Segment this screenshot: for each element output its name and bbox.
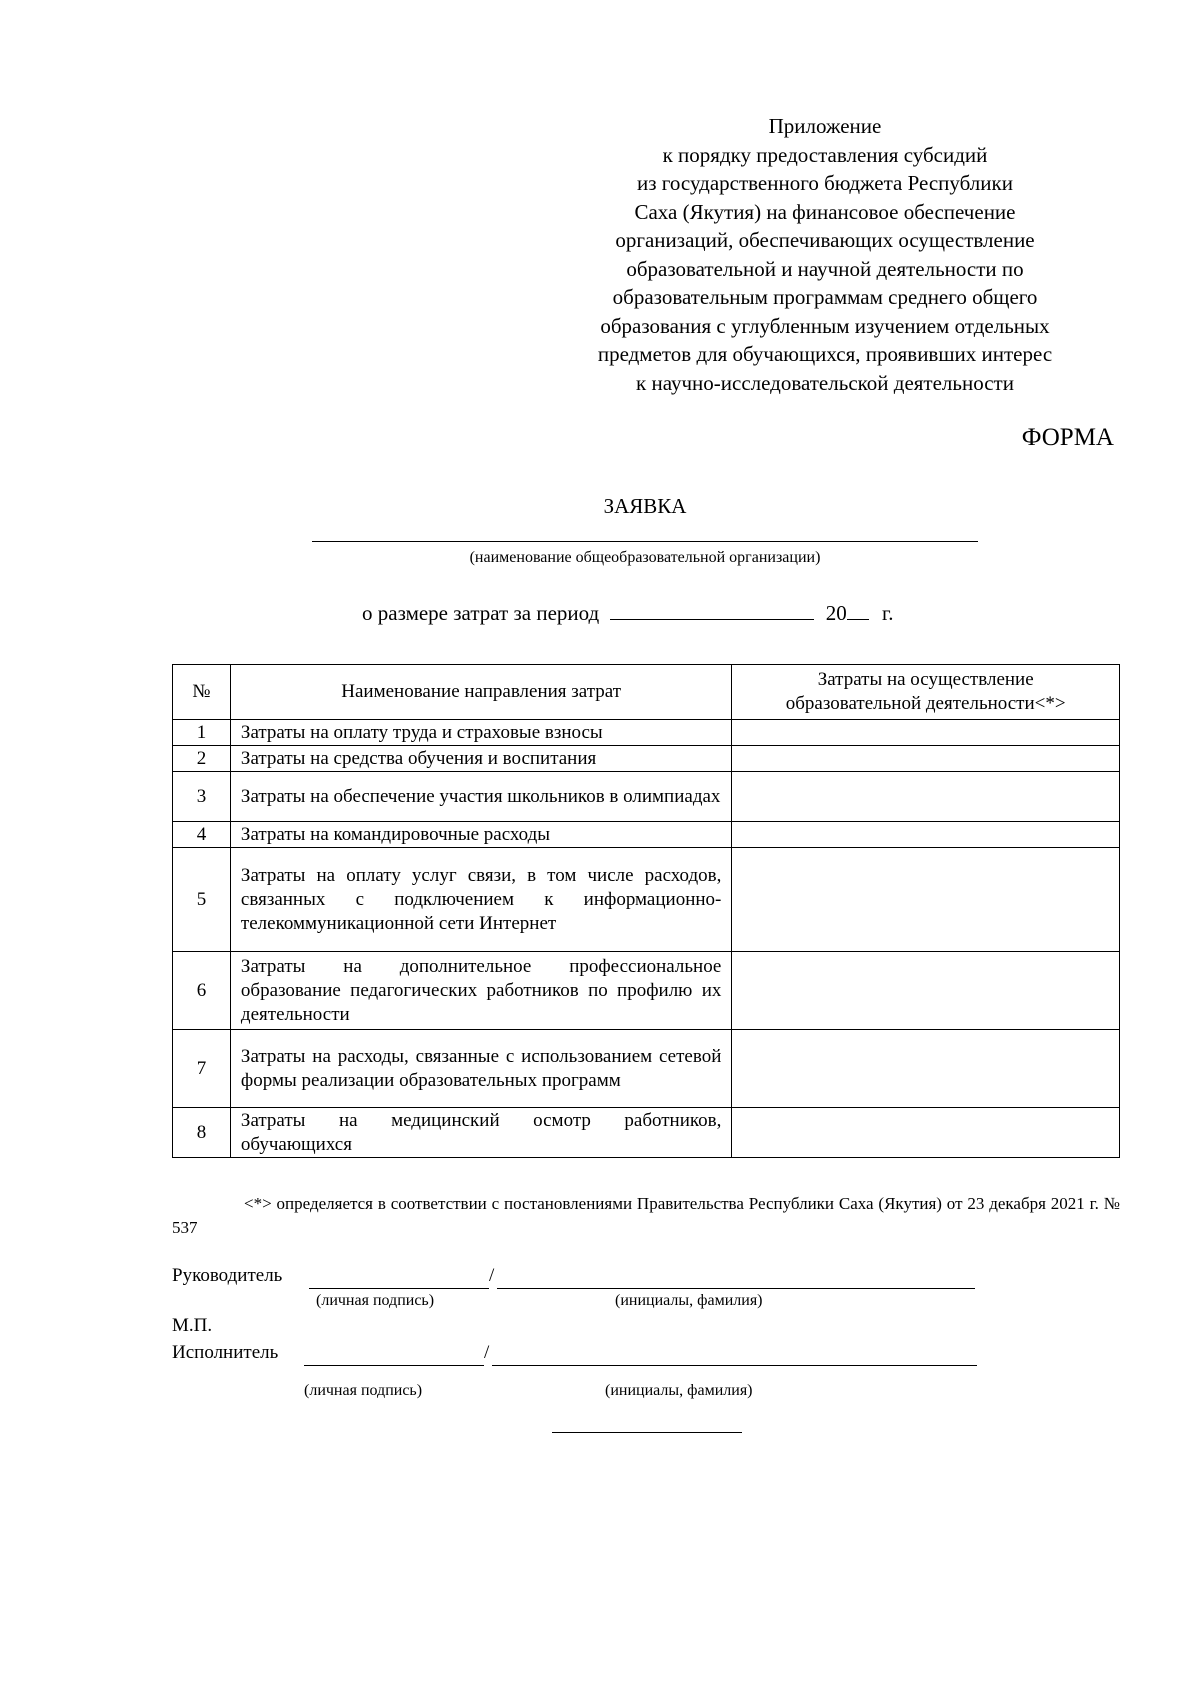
org-name-line xyxy=(312,541,978,542)
row-number: 5 xyxy=(173,848,231,952)
head-name-caption: (инициалы, фамилия) xyxy=(615,1292,763,1309)
table-row xyxy=(173,822,1120,848)
appendix-line: из государственного бюджета Республики xyxy=(637,171,1013,195)
appendix-line: организаций, обеспечивающих осуществление xyxy=(615,228,1035,252)
appendix-line: Приложение xyxy=(768,114,882,138)
executor-name-line xyxy=(492,1365,977,1366)
seal-label: М.П. xyxy=(172,1315,213,1336)
head-signature-caption: (личная подпись) xyxy=(316,1292,435,1309)
form-label: ФОРМА xyxy=(1021,424,1114,451)
row-number: 8 xyxy=(173,1108,231,1158)
row-number: 1 xyxy=(173,720,231,746)
table-row xyxy=(173,746,1120,772)
row-cost-name: Затраты на средства обучения и воспитания xyxy=(230,746,731,772)
table-row xyxy=(173,952,1120,1030)
head-name-line xyxy=(497,1288,975,1289)
row-cost-value[interactable] xyxy=(732,1108,1120,1158)
appendix-header xyxy=(560,112,1090,397)
table-row xyxy=(173,848,1120,952)
row-cost-value[interactable] xyxy=(732,1030,1120,1108)
row-cost-value[interactable] xyxy=(732,720,1120,746)
appendix-line: к порядку предоставления субсидий xyxy=(662,142,988,167)
document-title: ЗАЯВКА xyxy=(603,494,687,518)
row-cost-name: Затраты на дополнительное профессиональное образование педагогических работников по профилю их деятельности xyxy=(230,952,731,1030)
row-number: 6 xyxy=(173,952,231,1030)
appendix-line: образовательной и научной деятельности по xyxy=(626,256,1024,281)
row-cost-name: Затраты на расходы, связанные с использованием сетевой формы реализации образовательных программ xyxy=(230,1030,731,1108)
row-cost-name: Затраты на командировочные расходы xyxy=(230,822,731,848)
header-name: Наименование направления затрат xyxy=(230,665,731,720)
row-cost-value[interactable] xyxy=(732,772,1120,822)
appendix-line: к научно-исследовательской деятельности xyxy=(636,370,1014,395)
head-signature-line xyxy=(309,1288,489,1289)
row-cost-name: Затраты на медицинский осмотр работников, обучающихся xyxy=(230,1108,731,1158)
row-number: 2 xyxy=(173,746,231,772)
appendix-line: образования с углубленным изучением отдельных xyxy=(600,313,1050,338)
year-blank xyxy=(847,601,869,620)
row-cost-name: Затраты на оплату труда и страховые взносы xyxy=(230,720,731,746)
head-separator: / xyxy=(489,1265,495,1286)
end-divider xyxy=(552,1432,742,1433)
appendix-line: Саха (Якутия) на финансовое обеспечение xyxy=(634,199,1016,224)
footnote xyxy=(172,1192,1120,1240)
executor-name-caption: (инициалы, фамилия) xyxy=(605,1382,753,1399)
table-row xyxy=(173,1108,1120,1158)
row-number: 3 xyxy=(173,772,231,822)
head-label: Руководитель xyxy=(172,1265,283,1286)
table-header-row xyxy=(173,665,1120,720)
table-row xyxy=(173,772,1120,822)
executor-signature-line xyxy=(304,1365,484,1366)
appendix-line: предметов для обучающихся, проявивших интерес xyxy=(597,342,1053,366)
period-line xyxy=(362,601,893,626)
year-suffix: г. xyxy=(881,601,894,625)
row-cost-name: Затраты на оплату услуг связи, в том числе расходов, связанных с подключением к информационно-телекоммуникационной сети Интернет xyxy=(230,848,731,952)
header-costs: Затраты на осуществление образовательной деятельности<*> xyxy=(732,665,1120,720)
period-prefix: о размере затрат за период xyxy=(362,601,600,625)
row-cost-value[interactable] xyxy=(732,746,1120,772)
row-number: 4 xyxy=(173,822,231,848)
row-cost-value[interactable] xyxy=(732,822,1120,848)
org-name-caption: (наименование общеобразовательной организации) xyxy=(469,549,821,566)
row-cost-value[interactable] xyxy=(732,848,1120,952)
executor-signature-caption: (личная подпись) xyxy=(304,1382,423,1399)
appendix-line: образовательным программам среднего общего xyxy=(612,285,1038,309)
year-prefix: 20 xyxy=(825,601,847,625)
row-cost-value[interactable] xyxy=(732,952,1120,1030)
header-num: № xyxy=(173,665,231,720)
executor-separator: / xyxy=(484,1342,490,1363)
footnote-text: <*> определяется в соответствии с постановлениями Правительства Республики Саха (Якутия) от 23 декабря 2021 г. № 537 xyxy=(172,1194,1120,1237)
table-row xyxy=(173,1030,1120,1108)
row-number: 7 xyxy=(173,1030,231,1108)
costs-table xyxy=(172,664,1120,1158)
period-blank xyxy=(610,601,814,620)
row-cost-name: Затраты на обеспечение участия школьников в олимпиадах xyxy=(230,772,731,822)
executor-label: Исполнитель xyxy=(172,1342,279,1363)
table-row xyxy=(173,720,1120,746)
